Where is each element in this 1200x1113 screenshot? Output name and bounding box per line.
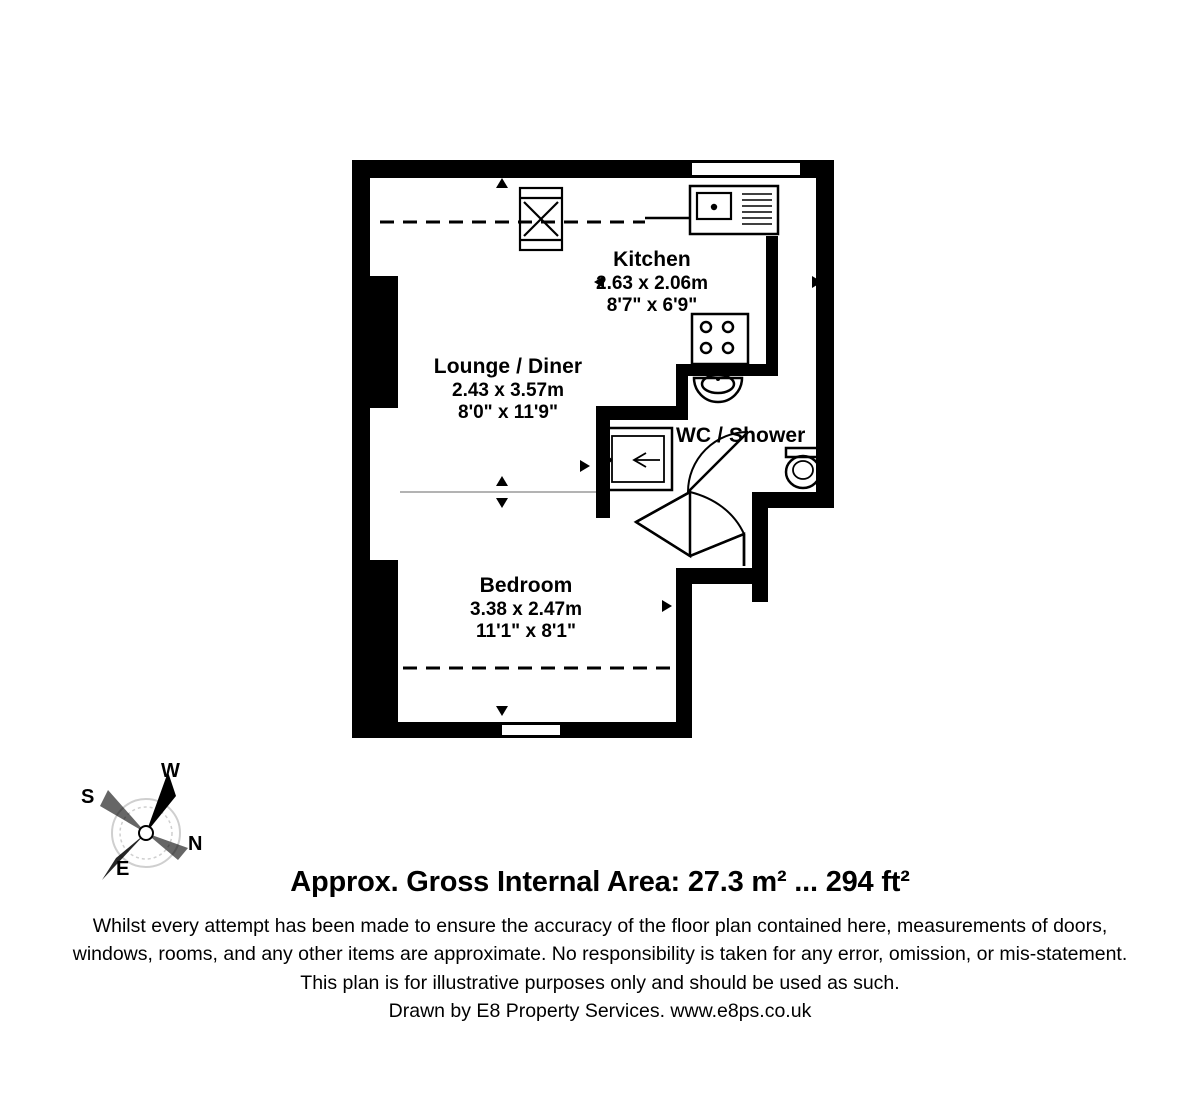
toilet-fixture bbox=[786, 448, 820, 488]
room-name: Kitchen bbox=[613, 248, 691, 271]
disclaimer-line-4: Drawn by E8 Property Services. www.e8ps.co.uk bbox=[388, 999, 812, 1022]
compass-label-w: W bbox=[161, 760, 180, 782]
compass-label-n: N bbox=[188, 833, 203, 855]
room-dimension-imperial: 11'1" x 8'1" bbox=[476, 620, 576, 642]
room-dimension-imperial: 8'7" x 6'9" bbox=[606, 294, 698, 316]
compass-label-s: S bbox=[81, 786, 95, 808]
room-dimension-metric: 2.63 x 2.06m bbox=[596, 272, 708, 294]
room-label-lounge-diner bbox=[408, 355, 608, 424]
room-name: Bedroom bbox=[479, 574, 573, 597]
wash-basin-fixture bbox=[694, 375, 742, 402]
kitchen-hob-fixture bbox=[692, 314, 748, 364]
walls bbox=[352, 160, 834, 738]
room-dimension-metric: 3.38 x 2.47m bbox=[470, 598, 582, 620]
entry-door-swing bbox=[636, 492, 744, 566]
shower-tray-fixture bbox=[604, 428, 672, 490]
disclaimer-line-3: This plan is for illustrative purposes only and should be used as such. bbox=[300, 971, 900, 994]
disclaimer-line-2: windows, rooms, and any other items are approximate. No responsibility is taken for any error, omission, or mis-statement. bbox=[72, 943, 1128, 966]
room-dimension-imperial: 8'0" x 11'9" bbox=[458, 401, 558, 423]
room-label-wc-shower bbox=[676, 424, 886, 449]
room-dimension-metric: 2.43 x 3.57m bbox=[452, 379, 564, 401]
room-label-kitchen bbox=[568, 248, 736, 317]
compass-label-e: E bbox=[116, 858, 130, 880]
disclaimer-block bbox=[0, 912, 1200, 1025]
disclaimer-line-1: Whilst every attempt has been made to ensure the accuracy of the floor plan contained here, measurements of doors, bbox=[92, 915, 1108, 937]
roof-window-symbol bbox=[520, 188, 562, 250]
room-label-bedroom bbox=[420, 574, 632, 643]
room-name: WC / Shower bbox=[676, 424, 806, 447]
compass-rose bbox=[100, 772, 188, 880]
kitchen-sink-fixture bbox=[690, 186, 778, 234]
gross-internal-area-text: Approx. Gross Internal Area: 27.3 m² ... 294 ft² bbox=[290, 866, 910, 898]
room-name: Lounge / Diner bbox=[433, 355, 583, 378]
